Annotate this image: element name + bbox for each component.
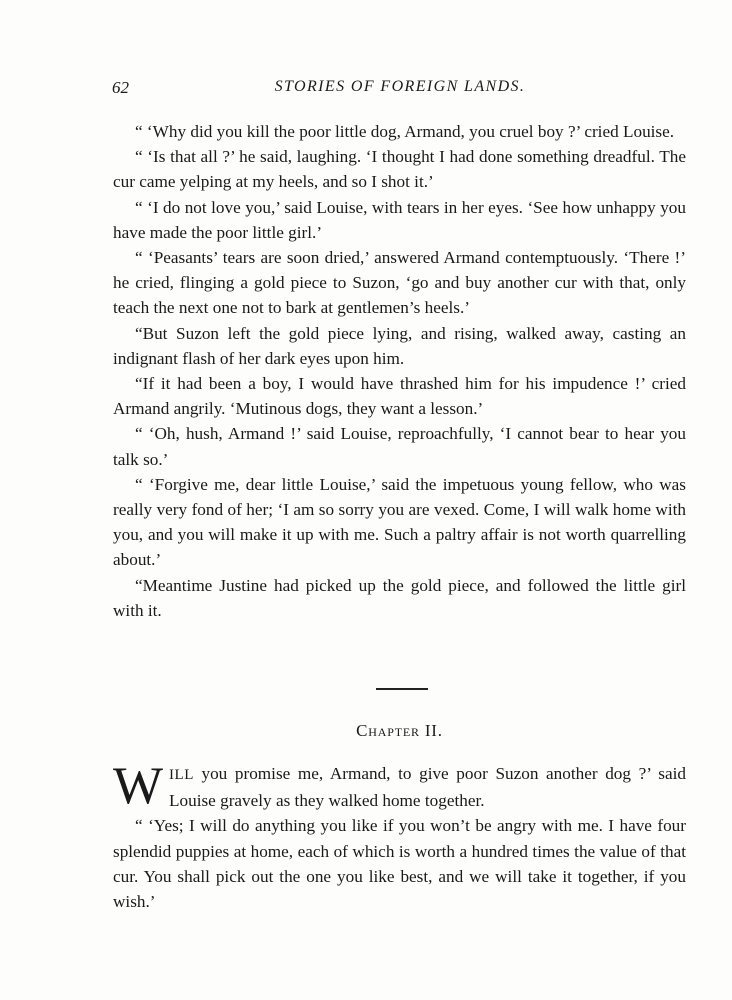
paragraph: “ ‘Peasants’ tears are soon dried,’ answered Armand contemptuously. ‘There !’ he cried, flinging a gold piece to Suzon, ‘go and buy another cur with that, only teach the next one not to bark at gentlemen’s heels.’ bbox=[113, 248, 686, 318]
chapter-heading: Chapter II. bbox=[356, 721, 443, 740]
paragraph: “ ‘Why did you kill the poor little dog, Armand, you cruel boy ?’ cried Louise. bbox=[135, 122, 675, 141]
chapter-text bbox=[113, 757, 686, 914]
first-paragraph-text: you promise me, Armand, to give poor Suzon another dog ?’ said Louise gravely as they walked home together. bbox=[169, 764, 686, 811]
paragraph: “ ‘Is that all ?’ he said, laughing. ‘I thought I had done something dreadful. The cur came yelping at my heels, and so I shot it.’ bbox=[113, 147, 686, 192]
section-divider bbox=[376, 688, 428, 690]
paragraph: “ ‘Yes; I will do anything you like if you won’t be angry with me. I have four splendid puppies at home, each of which is worth a hundred times the value of that cur. You shall pick out the one you like best, and we will take it together, if you wish.’ bbox=[113, 816, 686, 912]
chapter-first-paragraph bbox=[113, 757, 686, 815]
running-head bbox=[112, 78, 688, 102]
paragraph: “ ‘Oh, hush, Armand !’ said Louise, reproachfully, ‘I cannot bear to hear you talk so.’ bbox=[113, 424, 686, 469]
page-number: 62 bbox=[112, 78, 129, 97]
drop-cap: W bbox=[113, 757, 164, 815]
paragraph: “ ‘I do not love you,’ said Louise, with tears in her eyes. ‘See how unhappy you have made the poor little girl.’ bbox=[113, 197, 686, 242]
paragraph: “ ‘Forgive me, dear little Louise,’ said the impetuous young fellow, who was really very fond of her; ‘I am so sorry you are vexed. Come, I will walk home with you, and you will make it up with me. Such a paltry affair is not worth quarrelling about.’ bbox=[113, 474, 686, 570]
running-title: STORIES OF FOREIGN LANDS. bbox=[274, 78, 526, 95]
body-text bbox=[113, 119, 686, 623]
paragraph: “But Suzon left the gold piece lying, and rising, walked away, casting an indignant flash of her dark eyes upon him. bbox=[113, 323, 686, 368]
paragraph: “If it had been a boy, I would have thrashed him for his impudence !’ cried Armand angrily. ‘Mutinous dogs, they want a lesson.’ bbox=[113, 374, 686, 419]
first-word-rest: ILL bbox=[169, 767, 194, 783]
paragraph: “Meantime Justine had picked up the gold piece, and followed the little girl with it. bbox=[113, 575, 686, 620]
